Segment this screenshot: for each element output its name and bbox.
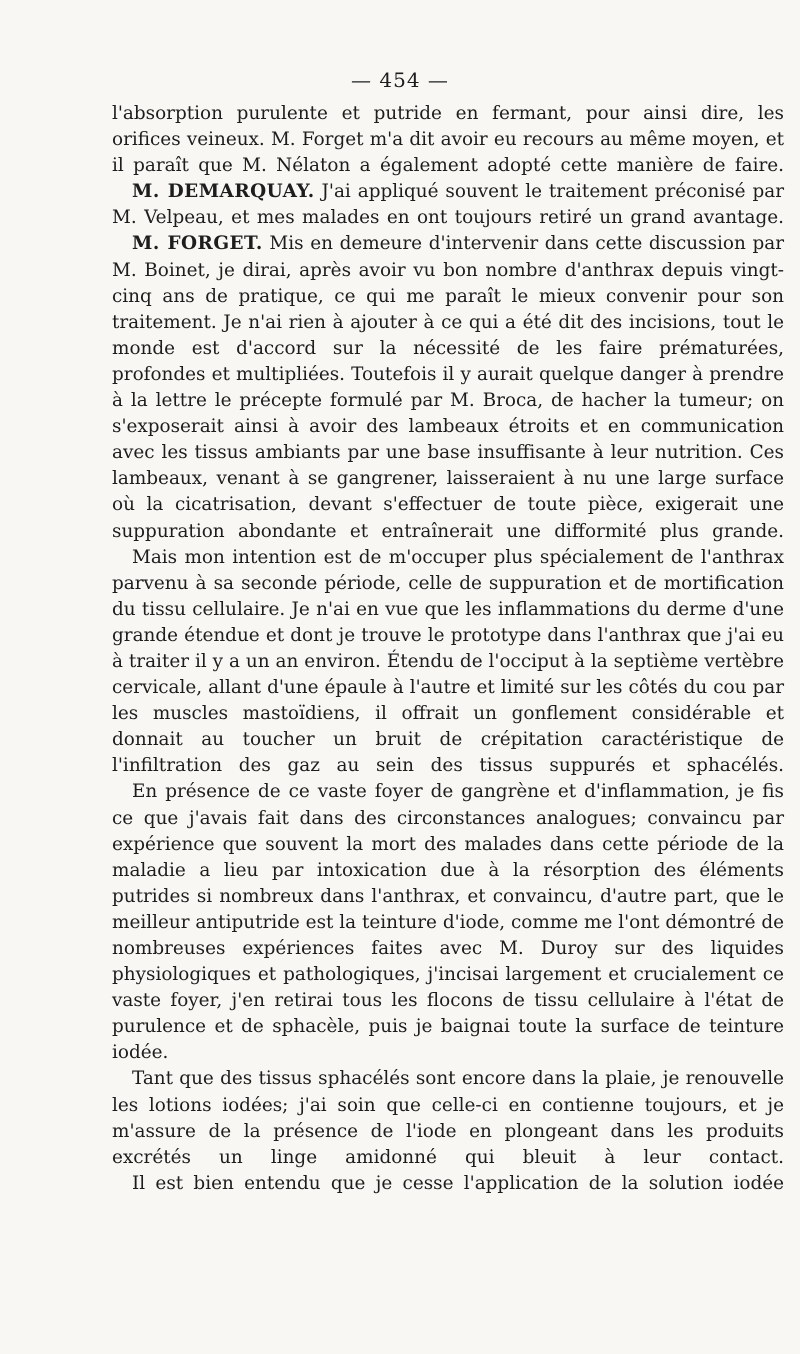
paragraph-speaker [112, 179, 784, 231]
page-number: — 454 — [351, 68, 449, 92]
speaker-text: Mis en demeure d'intervenir dans cette discussion par M. Boinet, je dirai, après avoir vu bon nombre d'anthrax depuis vingt-cinq ans de pratique, ce qui me paraît le mieux convenir pour son traitement. Je n'ai rien à ajouter à ce qui a été dit des incisions, tout le monde est d'accord sur la nécessité de les faire prématurées, profondes et multipliées. Toutefois il y aurait quelque danger à prendre à la lettre le précepte formulé par M. Broca, de hacher la tumeur; on s'exposerait ainsi à avoir des lambeaux étroits et en communication avec les tissus ambiants par une base insuffisante à leur nutrition. Ces lambeaux, venant à se gangrener, laisseraient à nu une large surface où la cicatrisation, devant s'effectuer de toute pièce, exigerait une suppuration abondante et entraînerait une difformité plus grande. [112, 233, 784, 542]
paragraph: Il est bien entendu que je cesse l'application de la solution iodée [132, 1172, 784, 1194]
speaker-name: M. FORGET. [132, 233, 263, 255]
paragraph: Tant que des tissus sphacélés sont encore dans la plaie, je renouvelle les lotions iodées; j'ai soin que celle-ci en contienne toujours, et je m'assure de la présence de l'iode en plongeant dans les produits excrétés un linge amidonné qui bleuit à leur contact. [112, 1068, 784, 1168]
speaker-name: M. DEMARQUAY. [132, 181, 315, 203]
paragraph: l'absorption purulente et putride en fermant, pour ainsi dire, les orifices veineux. M. Forget m'a dit avoir eu recours au même moyen, et il paraît que M. Nélaton a également adopté cette manière de faire. [112, 103, 784, 177]
paragraph: En présence de ce vaste foyer de gangrène et d'inflammation, je fis ce que j'avais fait dans des circonstances analogues; convaincu par expérience que souvent la mort des malades dans cette période de la maladie a lieu par intoxication due à la résorption des éléments putrides si nombreux dans l'anthrax, et convaincu, d'autre part, que le meilleur antiputride est la teinture d'iode, comme me l'ont démontré de nombreuses expériences faites avec M. Duroy sur des liquides physiologiques et pathologiques, j'incisai largement et crucialement ce vaste foyer, j'en retirai tous les flocons de tissu cellulaire à l'état de purulence et de sphacèle, puis je baignai toute la surface de teinture iodée. [112, 781, 784, 1064]
page-body [112, 101, 784, 1197]
paragraph: Mais mon intention est de m'occuper plus spécialement de l'anthrax parvenu à sa seconde période, celle de suppuration et de mortification du tissu cellulaire. Je n'ai en vue que les inflammations du derme d'une grande étendue et dont je trouve le prototype dans l'anthrax que j'ai eu à traiter il y a un an environ. Étendu de l'occiput à la septième vertèbre cervicale, allant d'une épaule à l'autre et limité sur les côtés du cou par les muscles mastoïdiens, il offrait un gonflement considérable et donnait au toucher un bruit de crépitation caractéristique de l'infiltration des gaz au sein des tissus suppurés et sphacélés. [112, 546, 784, 777]
speaker-text: J'ai appliqué souvent le traitement préconisé par M. Velpeau, et mes malades en ont toujours retiré un grand avantage. [112, 181, 784, 229]
paragraph-speaker [112, 231, 784, 544]
